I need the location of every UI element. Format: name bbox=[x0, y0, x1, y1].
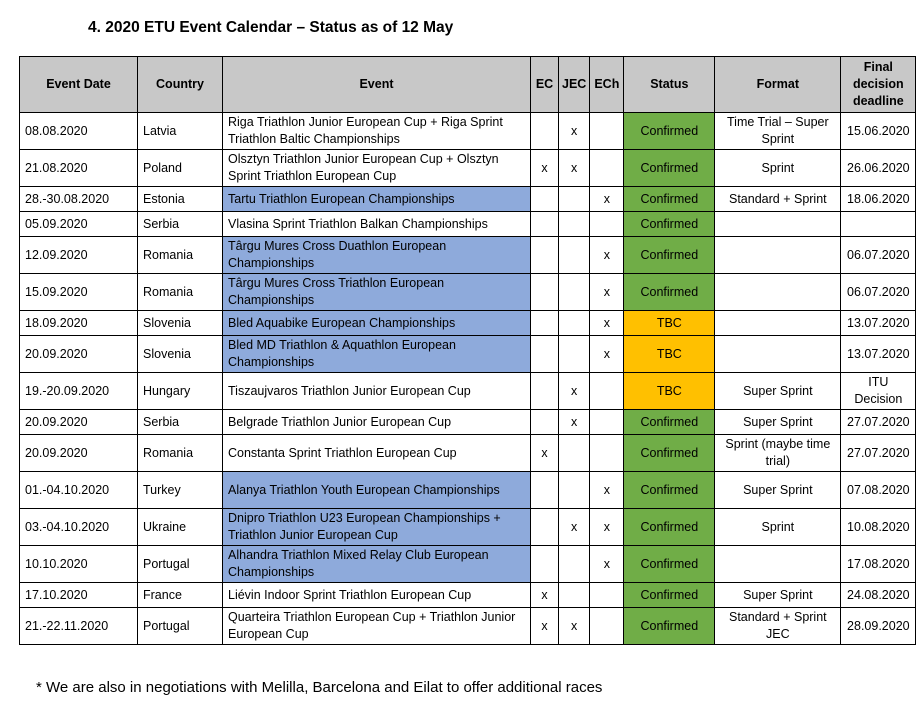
format-cell: Super Sprint bbox=[715, 410, 841, 435]
country-cell: Latvia bbox=[138, 113, 223, 150]
column-header-event-date: Event Date bbox=[20, 57, 138, 113]
status-cell: Confirmed bbox=[624, 583, 715, 608]
column-header-ec: EC bbox=[531, 57, 559, 113]
ech-cell: x bbox=[590, 237, 624, 274]
deadline-cell bbox=[841, 212, 916, 237]
jec-cell bbox=[559, 583, 590, 608]
jec-cell bbox=[559, 546, 590, 583]
event-name-cell: Târgu Mures Cross Duathlon European Championships bbox=[223, 237, 531, 274]
format-cell bbox=[715, 274, 841, 311]
format-cell: Standard + Sprint JEC bbox=[715, 608, 841, 645]
column-header-format: Format bbox=[715, 57, 841, 113]
status-cell: Confirmed bbox=[624, 608, 715, 645]
table-row bbox=[20, 435, 916, 472]
deadline-cell: 18.06.2020 bbox=[841, 187, 916, 212]
event-date-cell: 20.09.2020 bbox=[20, 410, 138, 435]
table-row bbox=[20, 546, 916, 583]
status-cell: Confirmed bbox=[624, 113, 715, 150]
table-row bbox=[20, 113, 916, 150]
table-row bbox=[20, 509, 916, 546]
jec-cell: x bbox=[559, 410, 590, 435]
ech-cell bbox=[590, 410, 624, 435]
table-row bbox=[20, 410, 916, 435]
country-cell: Slovenia bbox=[138, 336, 223, 373]
ec-cell bbox=[531, 187, 559, 212]
ech-cell: x bbox=[590, 546, 624, 583]
ec-cell: x bbox=[531, 435, 559, 472]
ech-cell: x bbox=[590, 311, 624, 336]
country-cell: France bbox=[138, 583, 223, 608]
ech-cell bbox=[590, 373, 624, 410]
jec-cell: x bbox=[559, 509, 590, 546]
deadline-cell: 10.08.2020 bbox=[841, 509, 916, 546]
event-name-cell: Alanya Triathlon Youth European Championships bbox=[223, 472, 531, 509]
event-date-cell: 05.09.2020 bbox=[20, 212, 138, 237]
ec-cell bbox=[531, 237, 559, 274]
event-date-cell: 03.-04.10.2020 bbox=[20, 509, 138, 546]
deadline-cell: 06.07.2020 bbox=[841, 237, 916, 274]
jec-cell bbox=[559, 212, 590, 237]
status-cell: Confirmed bbox=[624, 274, 715, 311]
jec-cell: x bbox=[559, 608, 590, 645]
jec-cell: x bbox=[559, 150, 590, 187]
event-name-cell: Târgu Mures Cross Triathlon European Championships bbox=[223, 274, 531, 311]
country-cell: Poland bbox=[138, 150, 223, 187]
ech-cell: x bbox=[590, 274, 624, 311]
status-cell: Confirmed bbox=[624, 509, 715, 546]
format-cell: Sprint bbox=[715, 150, 841, 187]
status-cell: TBC bbox=[624, 373, 715, 410]
event-date-cell: 20.09.2020 bbox=[20, 435, 138, 472]
jec-cell bbox=[559, 274, 590, 311]
country-cell: Turkey bbox=[138, 472, 223, 509]
table-row bbox=[20, 608, 916, 645]
table-row bbox=[20, 583, 916, 608]
jec-cell bbox=[559, 435, 590, 472]
format-cell bbox=[715, 546, 841, 583]
ec-cell bbox=[531, 410, 559, 435]
jec-cell bbox=[559, 336, 590, 373]
table-row bbox=[20, 237, 916, 274]
column-header-country: Country bbox=[138, 57, 223, 113]
column-header-ech: ECh bbox=[590, 57, 624, 113]
event-name-cell: Olsztyn Triathlon Junior European Cup + Olsztyn Sprint Triathlon European Cup bbox=[223, 150, 531, 187]
ec-cell bbox=[531, 373, 559, 410]
column-header-jec: JEC bbox=[559, 57, 590, 113]
jec-cell bbox=[559, 311, 590, 336]
ec-cell bbox=[531, 472, 559, 509]
jec-cell bbox=[559, 237, 590, 274]
status-cell: Confirmed bbox=[624, 187, 715, 212]
event-date-cell: 15.09.2020 bbox=[20, 274, 138, 311]
country-cell: Serbia bbox=[138, 212, 223, 237]
deadline-cell: 28.09.2020 bbox=[841, 608, 916, 645]
ec-cell bbox=[531, 336, 559, 373]
jec-cell bbox=[559, 472, 590, 509]
table-row bbox=[20, 212, 916, 237]
table-row bbox=[20, 336, 916, 373]
deadline-cell: 24.08.2020 bbox=[841, 583, 916, 608]
status-cell: TBC bbox=[624, 311, 715, 336]
format-cell bbox=[715, 212, 841, 237]
column-header-final-decision-deadline: Final decision deadline bbox=[841, 57, 916, 113]
event-date-cell: 10.10.2020 bbox=[20, 546, 138, 583]
event-name-cell: Liévin Indoor Sprint Triathlon European Cup bbox=[223, 583, 531, 608]
event-date-cell: 18.09.2020 bbox=[20, 311, 138, 336]
event-date-cell: 12.09.2020 bbox=[20, 237, 138, 274]
column-header-event: Event bbox=[223, 57, 531, 113]
event-name-cell: Vlasina Sprint Triathlon Balkan Championships bbox=[223, 212, 531, 237]
status-cell: Confirmed bbox=[624, 410, 715, 435]
ech-cell bbox=[590, 113, 624, 150]
country-cell: Portugal bbox=[138, 608, 223, 645]
ec-cell bbox=[531, 546, 559, 583]
format-cell: Time Trial – Super Sprint bbox=[715, 113, 841, 150]
ech-cell bbox=[590, 150, 624, 187]
table-header-row bbox=[20, 57, 916, 113]
table-row bbox=[20, 472, 916, 509]
country-cell: Romania bbox=[138, 435, 223, 472]
country-cell: Serbia bbox=[138, 410, 223, 435]
deadline-cell: 27.07.2020 bbox=[841, 410, 916, 435]
ec-cell: x bbox=[531, 150, 559, 187]
table-row bbox=[20, 311, 916, 336]
event-name-cell: Dnipro Triathlon U23 European Championships + Triathlon Junior European Cup bbox=[223, 509, 531, 546]
event-name-cell: Quarteira Triathlon European Cup + Triathlon Junior European Cup bbox=[223, 608, 531, 645]
status-cell: Confirmed bbox=[624, 150, 715, 187]
status-cell: Confirmed bbox=[624, 435, 715, 472]
format-cell bbox=[715, 311, 841, 336]
country-cell: Ukraine bbox=[138, 509, 223, 546]
jec-cell: x bbox=[559, 113, 590, 150]
event-name-cell: Belgrade Triathlon Junior European Cup bbox=[223, 410, 531, 435]
deadline-cell: 27.07.2020 bbox=[841, 435, 916, 472]
ec-cell bbox=[531, 311, 559, 336]
event-date-cell: 08.08.2020 bbox=[20, 113, 138, 150]
format-cell: Sprint (maybe time trial) bbox=[715, 435, 841, 472]
deadline-cell: 15.06.2020 bbox=[841, 113, 916, 150]
ech-cell bbox=[590, 212, 624, 237]
format-cell: Super Sprint bbox=[715, 583, 841, 608]
event-date-cell: 21.-22.11.2020 bbox=[20, 608, 138, 645]
deadline-cell: 06.07.2020 bbox=[841, 274, 916, 311]
table-row bbox=[20, 373, 916, 410]
event-date-cell: 17.10.2020 bbox=[20, 583, 138, 608]
ech-cell bbox=[590, 583, 624, 608]
jec-cell bbox=[559, 187, 590, 212]
ec-cell: x bbox=[531, 583, 559, 608]
status-cell: Confirmed bbox=[624, 546, 715, 583]
event-date-cell: 01.-04.10.2020 bbox=[20, 472, 138, 509]
event-date-cell: 21.08.2020 bbox=[20, 150, 138, 187]
event-name-cell: Alhandra Triathlon Mixed Relay Club European Championships bbox=[223, 546, 531, 583]
event-name-cell: Bled Aquabike European Championships bbox=[223, 311, 531, 336]
format-cell: Sprint bbox=[715, 509, 841, 546]
column-header-status: Status bbox=[624, 57, 715, 113]
event-date-cell: 19.-20.09.2020 bbox=[20, 373, 138, 410]
format-cell bbox=[715, 237, 841, 274]
event-date-cell: 20.09.2020 bbox=[20, 336, 138, 373]
deadline-cell: 13.07.2020 bbox=[841, 311, 916, 336]
ech-cell: x bbox=[590, 336, 624, 373]
ech-cell bbox=[590, 608, 624, 645]
format-cell: Standard + Sprint bbox=[715, 187, 841, 212]
format-cell bbox=[715, 336, 841, 373]
country-cell: Portugal bbox=[138, 546, 223, 583]
deadline-cell: 26.06.2020 bbox=[841, 150, 916, 187]
format-cell: Super Sprint bbox=[715, 373, 841, 410]
event-calendar-table bbox=[19, 56, 916, 645]
ech-cell: x bbox=[590, 187, 624, 212]
status-cell: TBC bbox=[624, 336, 715, 373]
event-name-cell: Constanta Sprint Triathlon European Cup bbox=[223, 435, 531, 472]
footnote: * We are also in negotiations with Melilla, Barcelona and Eilat to offer additional races bbox=[36, 679, 603, 696]
ech-cell bbox=[590, 435, 624, 472]
ec-cell bbox=[531, 509, 559, 546]
ec-cell bbox=[531, 274, 559, 311]
status-cell: Confirmed bbox=[624, 237, 715, 274]
country-cell: Hungary bbox=[138, 373, 223, 410]
event-date-cell: 28.-30.08.2020 bbox=[20, 187, 138, 212]
country-cell: Slovenia bbox=[138, 311, 223, 336]
status-cell: Confirmed bbox=[624, 472, 715, 509]
ec-cell bbox=[531, 113, 559, 150]
ec-cell: x bbox=[531, 608, 559, 645]
status-cell: Confirmed bbox=[624, 212, 715, 237]
country-cell: Romania bbox=[138, 274, 223, 311]
event-name-cell: Bled MD Triathlon & Aquathlon European Championships bbox=[223, 336, 531, 373]
ec-cell bbox=[531, 212, 559, 237]
page-title: 4. 2020 ETU Event Calendar – Status as of 12 May bbox=[88, 19, 454, 36]
deadline-cell: 13.07.2020 bbox=[841, 336, 916, 373]
country-cell: Romania bbox=[138, 237, 223, 274]
event-name-cell: Tartu Triathlon European Championships bbox=[223, 187, 531, 212]
ech-cell: x bbox=[590, 509, 624, 546]
jec-cell: x bbox=[559, 373, 590, 410]
table-row bbox=[20, 150, 916, 187]
deadline-cell: ITU Decision bbox=[841, 373, 916, 410]
event-name-cell: Riga Triathlon Junior European Cup + Riga Sprint Triathlon Baltic Championships bbox=[223, 113, 531, 150]
deadline-cell: 17.08.2020 bbox=[841, 546, 916, 583]
format-cell: Super Sprint bbox=[715, 472, 841, 509]
table-row bbox=[20, 187, 916, 212]
table-row bbox=[20, 274, 916, 311]
ech-cell: x bbox=[590, 472, 624, 509]
deadline-cell: 07.08.2020 bbox=[841, 472, 916, 509]
country-cell: Estonia bbox=[138, 187, 223, 212]
event-name-cell: Tiszaujvaros Triathlon Junior European Cup bbox=[223, 373, 531, 410]
